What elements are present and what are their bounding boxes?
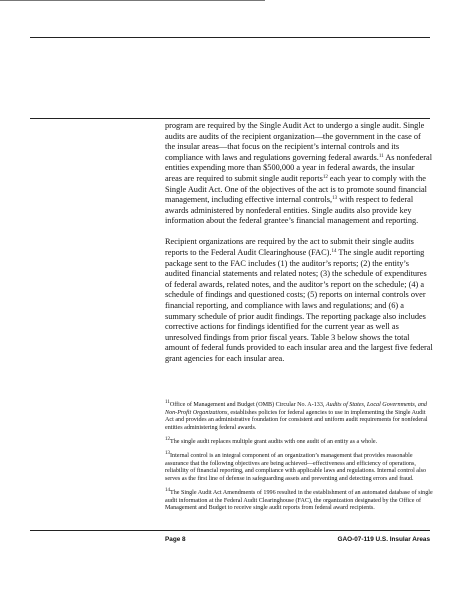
paragraph-1: program are required by the Single Audit Act to undergo a single audit. Single audits are audits of the recipient organization—the government in the case of the insular areas—that focus on the recipient’s internal controls and its compliance with laws and regulations governing federal awards.$^{11}$ As nonfederal entities expending more than $500,000 a year in federal awards, the insular areas are required to submit single audit reports$^{12}$ each year to comply with the Single Audit Act. One of the objectives of the act is to promote sound financial management, including effective internal controls,$^{13}$ with respect to federal awards administered by nonfederal entities. Single audits also provide key information about the federal grantee’s financial management and reporting. <box>165 121 433 226</box>
footer-rule <box>30 530 430 531</box>
header-rule <box>30 118 430 119</box>
footnote-11: $^{11}$Office of Management and Budget (OMB) Circular No. A-133, Audits of States, Local Governments, and Non-Profit Organizations, establishes policies for federal agencies to use in implementing the Single Audit Act and provides an administrative foundation for consistent and uniform audit requirements for nonfederal entities administering federal awards. <box>165 400 428 432</box>
footnote-12: $^{12}$The single audit replaces multiple grant audits with one audit of an entity as a whole. <box>165 437 378 445</box>
footnote-ref-13[interactable]: 13 <box>332 196 338 202</box>
footnote-13: $^{13}$Internal control is an integral component of an organization’s management that provides reasonable assurance that the following objectives are being achieved—effectiveness and efficiency of operations, reliability of financial reporting, and compliance with applicable laws and regulations. Internal control also serves as the first line of defense in safeguarding assets and preventing and detecting errors and fraud. <box>165 450 427 482</box>
footnote-ref-11[interactable]: 11 <box>378 153 384 159</box>
top-rule <box>30 37 430 38</box>
page-number: Page 8 <box>165 536 186 543</box>
footnote-separator <box>0 0 265 1</box>
footnote-ref-12[interactable]: 12 <box>322 174 328 180</box>
footnote-ref-14[interactable]: 14 <box>331 249 337 255</box>
footnotes <box>165 402 433 519</box>
report-id: GAO-07-119 U.S. Insular Areas <box>337 536 430 543</box>
footnote-14: $^{14}$The Single Audit Act Amendments of 1996 resulted in the establishment of an automated database of single audit information at the Federal Audit Clearinghouse (FAC), the organization designated by the Office of Management and Budget to receive single audit reports from federal award recipients. <box>165 487 433 512</box>
body-text <box>165 121 433 375</box>
paragraph-2: Recipient organizations are required by the act to submit their single audits reports to the Federal Audit Clearinghouse (FAC).$^{14}$ The single audit reporting package sent to the FAC includes (1) the auditor’s reports; (2) the entity’s audited financial statements and related notes; (3) the schedule of expenditures of federal awards, related notes, and the auditor’s report on the schedule; (4) a schedule of findings and questioned costs; (5) reports on internal controls over financial reporting, and compliance with laws and regulations; and (6) a summary schedule of prior audit findings. The reporting package also includes corrective actions for findings identified for the current year as well as unresolved findings from prior fiscal years. Table 3 below shows the total amount of federal funds provided to each insular area and the largest five federal grant agencies for each insular area. <box>165 237 433 363</box>
